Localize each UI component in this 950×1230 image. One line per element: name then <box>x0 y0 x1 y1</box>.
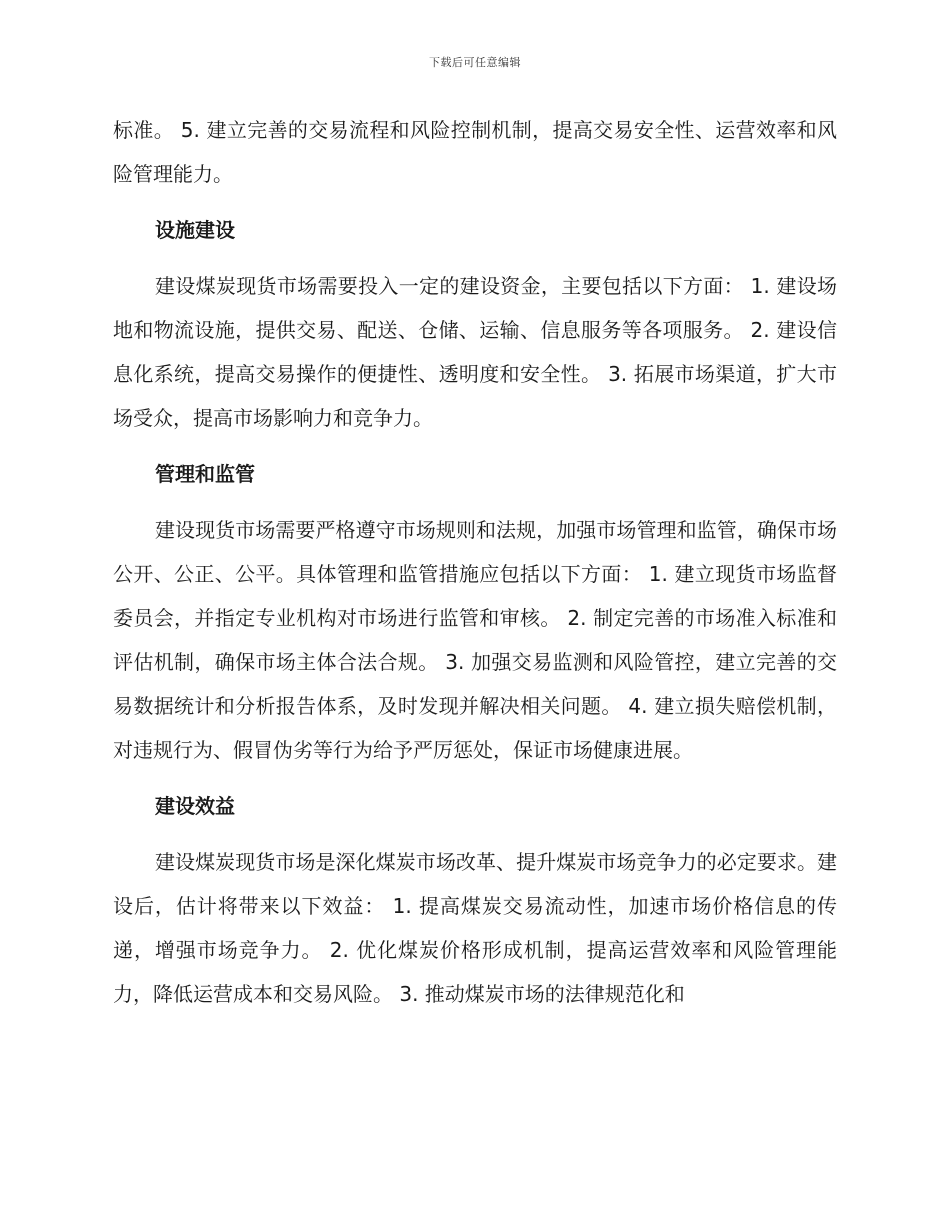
section-heading-management: 管理和监管 <box>155 462 255 486</box>
management-paragraph: 建设现货市场需要严格遵守市场规则和法规，加强市场管理和监管，确保市场公开、公正、公平。具体管理和监管措施应包括以下方面： 1. 建立现货市场监督委员会，并指定专业机构对市场进行监管和审核。 2. 制定完善的市场准入标准和评估机制，确保市场主体合法合规。 3. 加强交易监测和风险管控，建立完善的交易数据统计和分析报告体系，及时发现并解决相关问题。 4. 建立损失赔偿机制，对违规行为、假冒伪劣等行为给予严厉惩处，保证市场健康进展。 <box>113 518 837 762</box>
page-header: 下载后可任意编辑 <box>429 56 521 69</box>
benefits-paragraph: 建设煤炭现货市场是深化煤炭市场改革、提升煤炭市场竞争力的必定要求。建设后，估计将带来以下效益： 1. 提高煤炭交易流动性，加速市场价格信息的传递，增强市场竞争力。 2. 优化煤炭价格形成机制，提高运营效率和风险管理能力，降低运营成本和交易风险。 3. 推动煤炭市场的法律规范化和 <box>113 850 837 1006</box>
intro-continuation-paragraph: 标准。 5. 建立完善的交易流程和风险控制机制，提高交易安全性、运营效率和风险管理能力。 <box>113 118 837 186</box>
section-heading-benefits: 建设效益 <box>155 794 235 818</box>
facilities-paragraph: 建设煤炭现货市场需要投入一定的建设资金，主要包括以下方面： 1. 建设场地和物流设施，提供交易、配送、仓储、运输、信息服务等各项服务。 2. 建设信息化系统，提高交易操作的便捷性、透明度和安全性。 3. 拓展市场渠道，扩大市场受众，提高市场影响力和竞争力。 <box>113 274 837 430</box>
document-body <box>113 108 837 1028</box>
section-heading-facilities: 设施建设 <box>155 218 235 242</box>
